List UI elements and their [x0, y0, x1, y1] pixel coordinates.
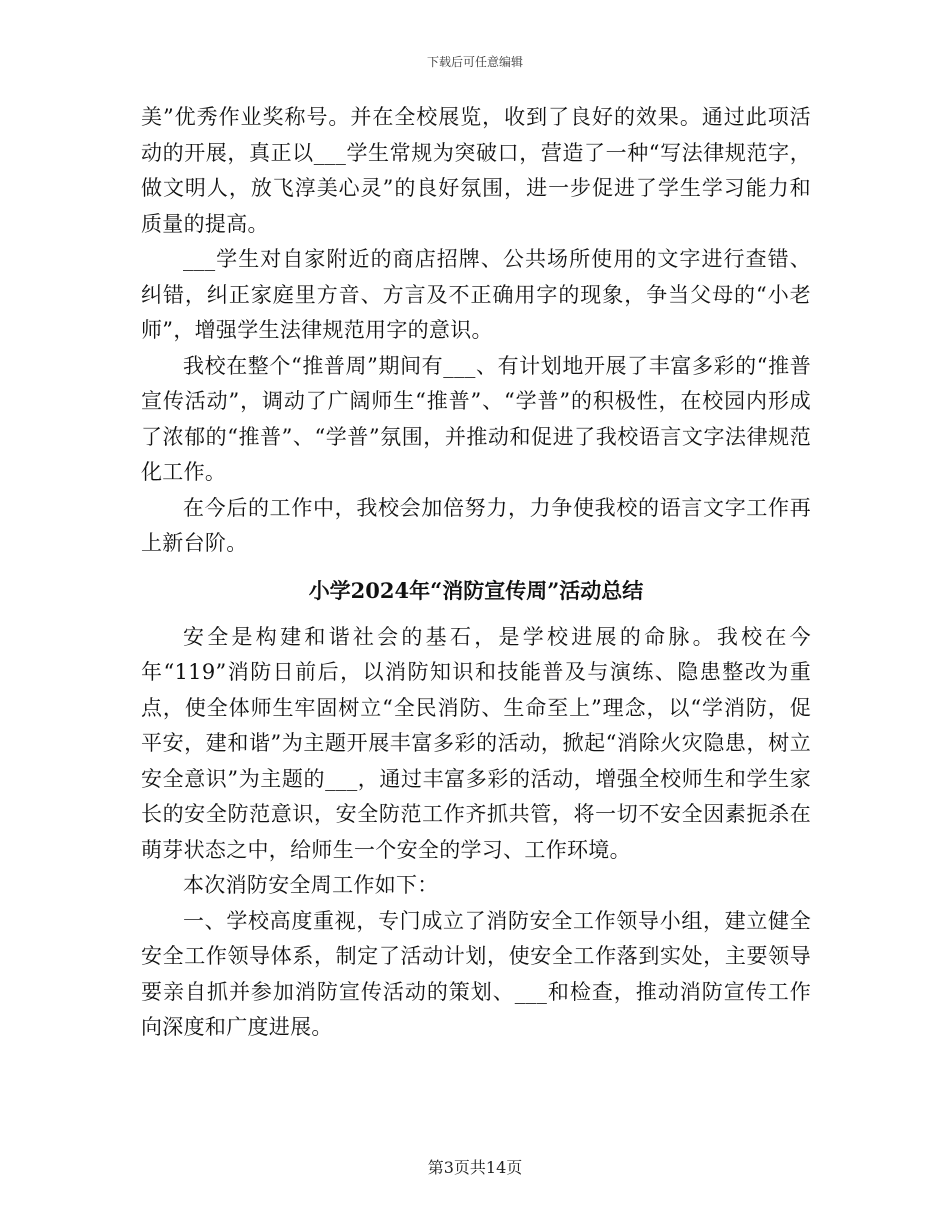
section-title: 小学2024年“消防宣传周”活动总结	[308, 577, 644, 603]
paragraph: 在今后的工作中，我校会加倍努力，力争使我校的语言文字工作再上新台阶。	[141, 495, 811, 555]
paragraph: 一、学校高度重视，专门成立了消防安全工作领导小组，建立健全安全工作领导体系，制定了活动计划，使安全工作落到实处，主要领导要亲自抓并参加消防宣传活动的策划、___和检查，推动消防宣传工作向深度和广度进展。	[141, 908, 811, 1039]
page-indicator: 第3页共14页	[427, 1158, 523, 1177]
paragraph: ___学生对自家附近的商店招牌、公共场所使用的文字进行查错、纠错，纠正家庭里方音、方言及不正确用字的现象，争当父母的“小老师”，增强学生法律规范用字的意识。	[141, 247, 811, 342]
document-body	[141, 100, 811, 1046]
paragraph: 安全是构建和谐社会的基石，是学校进展的命脉。我校在今年“119”消防日前后，以消防知识和技能普及与演练、隐患整改为重点，使全体师生牢固树立“全民消防、生命至上”理念，以“学消防，促平安，建和谐”为主题开展丰富多彩的活动，掀起“消除火灾隐患，树立安全意识”为主题的___，通过丰富多彩的活动，增强全校师生和学生家长的安全防范意识，安全防范工作齐抓共管，将一切不安全因素扼杀在萌芽状态之中，给师生一个安全的学习、工作环境。	[141, 624, 811, 862]
paragraph: 本次消防安全周工作如下：	[183, 873, 439, 897]
paragraph-continued: 美”优秀作业奖称号。并在全校展览，收到了良好的效果。通过此项活动的开展，真正以___学生常规为突破口，营造了一种“写法律规范字，做文明人，放飞淳美心灵”的良好氛围，进一步促进了学生学习能力和质量的提高。	[141, 105, 811, 236]
paragraph: 我校在整个“推普周”期间有___、有计划地开展了丰富多彩的“推普宣传活动”，调动了广阔师生“推普”、“学普”的积极性，在校园内形成了浓郁的“推普”、“学普”氛围，并推动和促进了我校语言文字法律规范化工作。	[141, 353, 811, 484]
header-note: 下载后可任意编辑	[426, 55, 523, 69]
